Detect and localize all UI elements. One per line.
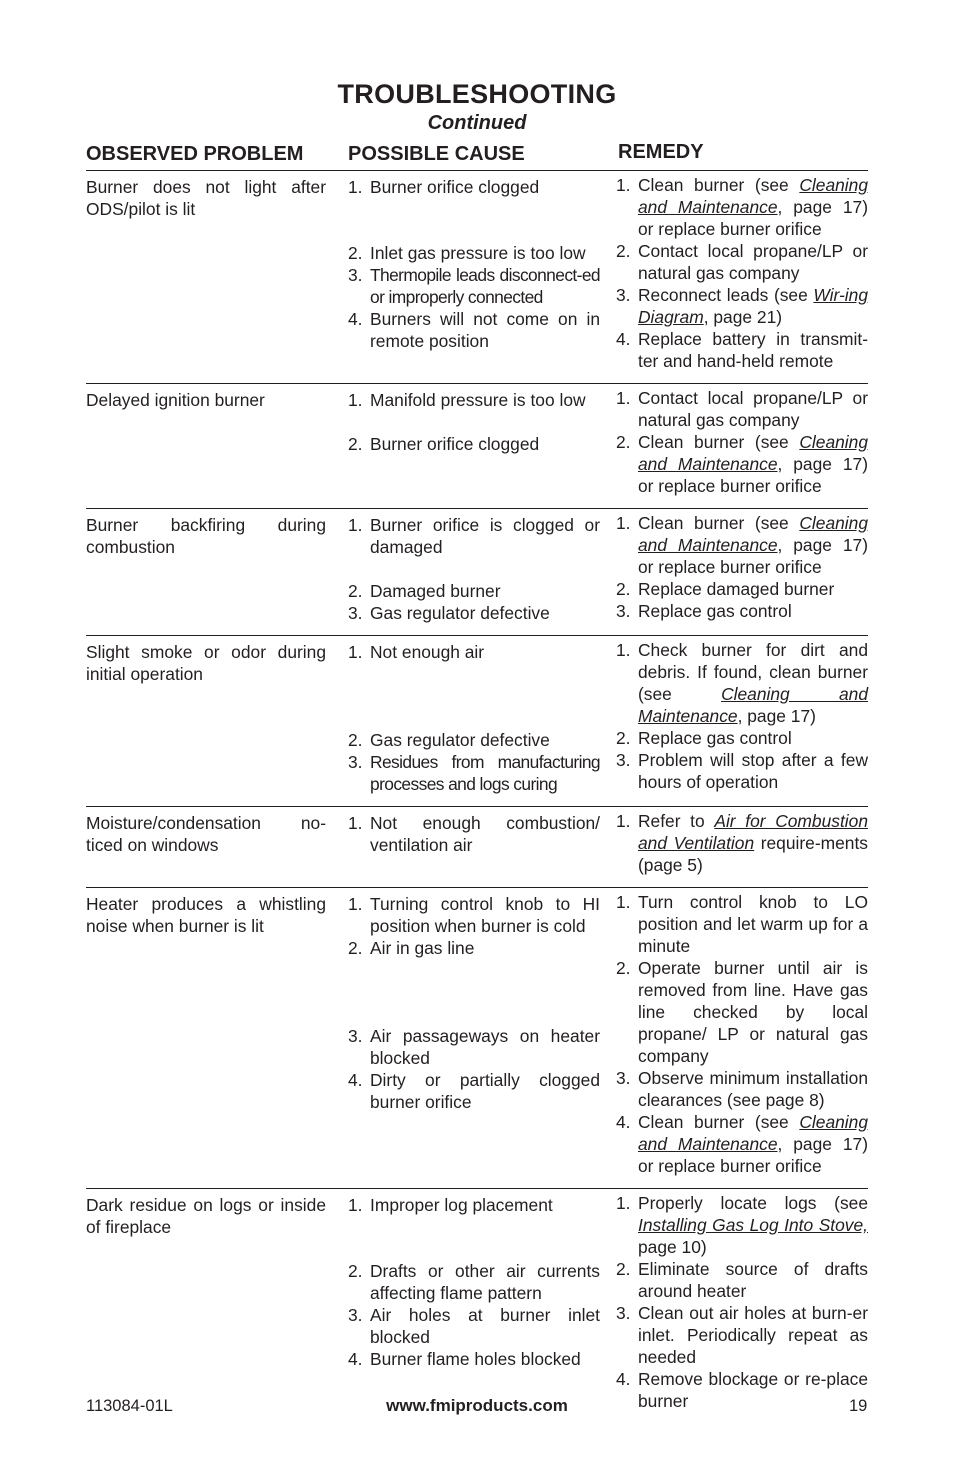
remedy-text [638, 1111, 868, 1177]
remedy-text-part: Properly locate logs (see [638, 1193, 868, 1213]
cause-item [348, 1348, 600, 1370]
remedy-text-part: Operate burner until air is removed from line. Have gas line checked by local propane/ LP or natural gas company [638, 958, 868, 1066]
cause-number: 1. [348, 894, 363, 914]
cause-text: Gas regulator defective [370, 603, 550, 623]
cause-number: 1. [348, 1195, 363, 1215]
page-subtitle: Continued [427, 112, 527, 134]
remedy-number: 1. [616, 513, 631, 533]
remedy-number: 1. [616, 892, 631, 912]
page-title: TROUBLESHOOTING [337, 79, 617, 109]
cross-reference-link: Cleaning and Maintenance [638, 513, 868, 555]
cause-number: 4. [348, 1070, 363, 1090]
cross-reference-link: Installing Gas Log Into Stove, [638, 1215, 868, 1235]
remedy-text-part: , page 17) or replace burner orifice [638, 1134, 868, 1176]
observed-problem-text: Moisture/condensation no-ticed on windows [86, 813, 326, 855]
remedy-item [616, 328, 868, 372]
remedy-text-part: , page 17) or replace burner orifice [638, 535, 868, 577]
remedy-text-part: , page 17) [737, 706, 816, 726]
remedy-item [616, 1192, 868, 1258]
remedy-text [638, 810, 868, 876]
cause-item [348, 751, 600, 795]
possible-cause-cell [348, 387, 600, 497]
cause-item [348, 514, 600, 558]
cause-text: Burner orifice clogged [370, 177, 540, 197]
remedy-cell [616, 387, 868, 497]
cause-item [348, 1069, 600, 1113]
remedy-text-part: , page 17) or replace burner orifice [638, 197, 868, 239]
remedy-item [616, 727, 868, 749]
cause-number: 1. [348, 813, 363, 833]
cause-text: Air in gas line [370, 938, 475, 958]
cause-text: Damaged burner [370, 581, 501, 601]
remedy-text [638, 1067, 868, 1111]
remedy-text [638, 1258, 868, 1302]
cause-number: 3. [348, 1305, 363, 1325]
remedy-text-part: Eliminate source of drafts around heater [638, 1259, 868, 1301]
cause-text: Thermopile leads disconnect-ed or improperly connected [370, 265, 600, 307]
cause-item [348, 937, 600, 959]
remedy-text-part: Replace battery in transmit-ter and hand-held remote [638, 329, 868, 371]
remedy-text-part: Contact local propane/LP or natural gas company [638, 388, 868, 430]
remedy-text [638, 328, 868, 372]
remedy-text-part: Replace gas control [638, 601, 792, 621]
remedy-cell [616, 1192, 868, 1412]
remedy-item [616, 174, 868, 240]
remedy-text-part: Clean out air holes at burn-er inlet. Periodically repeat as needed [638, 1303, 868, 1367]
remedy-item [616, 1258, 868, 1302]
observed-problem-text: Burner backfiring during combustion [86, 515, 326, 557]
remedy-text-part: , page 17) or replace burner orifice [638, 454, 868, 496]
remedy-text [638, 600, 868, 622]
cause-number: 3. [348, 603, 363, 623]
cause-text: Dirty or partially clogged burner orifice [370, 1070, 600, 1112]
table-row [86, 384, 868, 509]
cause-item [348, 729, 600, 751]
remedy-text [638, 639, 868, 727]
cross-reference-link: Cleaning and Maintenance [638, 432, 868, 474]
remedy-number: 1. [616, 640, 631, 660]
remedy-number: 1. [616, 811, 631, 831]
cause-text: Drafts or other air currents affecting flame pattern [370, 1261, 600, 1303]
page-number: 19 [849, 1397, 868, 1415]
remedy-text-part: Replace damaged burner [638, 579, 835, 599]
observed-problem-text: Burner does not light after ODS/pilot is lit [86, 177, 326, 219]
observed-problem-text: Slight smoke or odor during initial operation [86, 642, 326, 684]
cause-number: 1. [348, 642, 363, 662]
remedy-number: 2. [616, 579, 631, 599]
remedy-item [616, 600, 868, 622]
remedy-text-part: Contact local propane/LP or natural gas company [638, 241, 868, 283]
observed-problem-cell [86, 810, 326, 876]
remedy-text-part: Clean burner (see [638, 175, 800, 195]
remedy-item [616, 284, 868, 328]
remedy-number: 1. [616, 175, 631, 195]
cause-number: 3. [348, 1026, 363, 1046]
remedy-item [616, 891, 868, 957]
remedy-item [616, 957, 868, 1067]
cause-item [348, 602, 600, 624]
cause-number: 2. [348, 1261, 363, 1281]
cause-item [348, 176, 600, 198]
cause-text: Burner flame holes blocked [370, 1349, 581, 1369]
cause-item [348, 433, 600, 455]
remedy-number: 4. [616, 329, 631, 349]
observed-problem-cell [86, 512, 326, 624]
remedy-cell [616, 639, 868, 795]
cause-item [348, 1025, 600, 1069]
doc-number: 113084-01L [86, 1397, 173, 1415]
remedy-text-part: Problem will stop after a few hours of operation [638, 750, 868, 792]
remedy-item [616, 431, 868, 497]
cross-reference-link: Cleaning and Maintenance [638, 684, 868, 726]
cause-text: Improper log placement [370, 1195, 553, 1215]
cause-number: 2. [348, 434, 363, 454]
remedy-text [638, 749, 868, 793]
remedy-text [638, 727, 868, 749]
possible-cause-cell [348, 174, 600, 372]
remedy-item [616, 578, 868, 600]
remedy-item [616, 1302, 868, 1368]
cause-text: Gas regulator defective [370, 730, 550, 750]
possible-cause-cell [348, 891, 600, 1177]
cause-number: 2. [348, 938, 363, 958]
remedy-text-part: Turn control knob to LO position and let warm up for a minute [638, 892, 868, 956]
possible-cause-cell [348, 512, 600, 624]
cause-text: Not enough air [370, 642, 485, 662]
cause-number: 2. [348, 730, 363, 750]
table-row [86, 888, 868, 1189]
remedy-text-part: Clean burner (see [638, 1112, 800, 1132]
cause-item [348, 1260, 600, 1304]
table-row [86, 509, 868, 636]
cause-item [348, 1194, 600, 1216]
remedy-number: 3. [616, 1068, 631, 1088]
remedy-text-part: Check burner for dirt and debris. If found, clean burner (see [638, 640, 868, 704]
cause-item [348, 1304, 600, 1348]
table-row [86, 636, 868, 807]
remedy-text-part: page 10) [638, 1237, 707, 1257]
remedy-number: 2. [616, 1259, 631, 1279]
remedy-cell [616, 512, 868, 624]
remedy-text [638, 957, 868, 1067]
remedy-number: 4. [616, 1112, 631, 1132]
remedy-text [638, 891, 868, 957]
remedy-number: 1. [616, 388, 631, 408]
table-row [86, 171, 868, 384]
remedy-number: 4. [616, 1369, 631, 1389]
observed-problem-cell [86, 174, 326, 372]
cause-item [348, 389, 600, 411]
footer-url: www.fmiproducts.com [386, 1396, 568, 1415]
table-row [86, 1189, 868, 1423]
remedy-text [638, 1302, 868, 1368]
cause-item [348, 641, 600, 663]
cause-text: Not enough combustion/ ventilation air [370, 813, 600, 855]
remedy-text [638, 174, 868, 240]
remedy-text-part: require-ments (page 5) [638, 833, 868, 875]
remedy-number: 2. [616, 958, 631, 978]
cause-number: 1. [348, 177, 363, 197]
observed-problem-text: Dark residue on logs or inside of fireplace [86, 1195, 326, 1237]
cause-item [348, 580, 600, 602]
remedy-item [616, 639, 868, 727]
remedy-cell [616, 891, 868, 1177]
observed-problem-cell [86, 387, 326, 497]
cause-number: 3. [348, 752, 363, 772]
cause-text: Turning control knob to HI position when burner is cold [370, 894, 600, 936]
remedy-text [638, 1192, 868, 1258]
column-header-problem: OBSERVED PROBLEM [86, 143, 304, 165]
cause-number: 2. [348, 581, 363, 601]
remedy-text-part: , page 21) [703, 307, 783, 327]
cause-item [348, 264, 600, 308]
cause-number: 1. [348, 390, 363, 410]
cause-text: Burner orifice is clogged or damaged [370, 515, 600, 557]
remedy-item [616, 240, 868, 284]
remedy-text [638, 431, 868, 497]
cause-text: Inlet gas pressure is too low [370, 243, 586, 263]
cause-text: Residues from manufacturing processes and logs curing [370, 752, 600, 794]
remedy-text-part: Observe minimum installation clearances (see page 8) [638, 1068, 868, 1110]
remedy-number: 3. [616, 285, 631, 305]
remedy-number: 3. [616, 750, 631, 770]
observed-problem-cell [86, 639, 326, 795]
remedy-text-part: Remove blockage or re-place burner [638, 1369, 868, 1411]
observed-problem-cell [86, 1192, 326, 1412]
remedy-text [638, 578, 868, 600]
remedy-number: 3. [616, 1303, 631, 1323]
remedy-text-part: Replace gas control [638, 728, 792, 748]
observed-problem-text: Heater produces a whistling noise when burner is lit [86, 894, 326, 936]
cause-number: 3. [348, 265, 363, 285]
possible-cause-cell [348, 639, 600, 795]
remedy-number: 3. [616, 601, 631, 621]
observed-problem-cell [86, 891, 326, 1177]
cause-item [348, 893, 600, 937]
cause-number: 4. [348, 309, 363, 329]
remedy-text-part: Refer to [638, 811, 715, 831]
column-header-cause: POSSIBLE CAUSE [348, 143, 525, 165]
remedy-cell [616, 174, 868, 372]
cross-reference-link: Air for Combustion and Ventilation [638, 811, 868, 853]
remedy-item [616, 810, 868, 876]
remedy-text-part: Clean burner (see [638, 513, 800, 533]
column-header-remedy: REMEDY [618, 141, 704, 163]
cross-reference-link: Cleaning and Maintenance [638, 1112, 868, 1154]
cause-number: 1. [348, 515, 363, 535]
remedy-number: 2. [616, 728, 631, 748]
cause-number: 4. [348, 1349, 363, 1369]
remedy-text [638, 284, 868, 328]
table-row [86, 807, 868, 888]
cause-item [348, 308, 600, 352]
remedy-item [616, 1111, 868, 1177]
cause-text: Air holes at burner inlet blocked [370, 1305, 600, 1347]
remedy-text [638, 512, 868, 578]
remedy-number: 1. [616, 1193, 631, 1213]
remedy-cell [616, 810, 868, 876]
observed-problem-text: Delayed ignition burner [86, 390, 265, 410]
cause-item [348, 812, 600, 856]
cross-reference-link: Wir-ing Diagram [638, 285, 868, 327]
remedy-text [638, 387, 868, 431]
remedy-item [616, 749, 868, 793]
cause-text: Air passageways on heater blocked [370, 1026, 600, 1068]
remedy-number: 2. [616, 432, 631, 452]
remedy-item [616, 512, 868, 578]
remedy-text-part: Clean burner (see [638, 432, 800, 452]
remedy-text-part: Reconnect leads (see [638, 285, 814, 305]
remedy-item [616, 387, 868, 431]
remedy-item [616, 1067, 868, 1111]
remedy-number: 2. [616, 241, 631, 261]
cause-item [348, 242, 600, 264]
cause-text: Burners will not come on in remote position [370, 309, 600, 351]
possible-cause-cell [348, 810, 600, 876]
cause-text: Manifold pressure is too low [370, 390, 586, 410]
cross-reference-link: Cleaning and Maintenance [638, 175, 868, 217]
troubleshooting-table [86, 171, 868, 1423]
cause-number: 2. [348, 243, 363, 263]
possible-cause-cell [348, 1192, 600, 1412]
cause-text: Burner orifice clogged [370, 434, 540, 454]
remedy-text [638, 240, 868, 284]
